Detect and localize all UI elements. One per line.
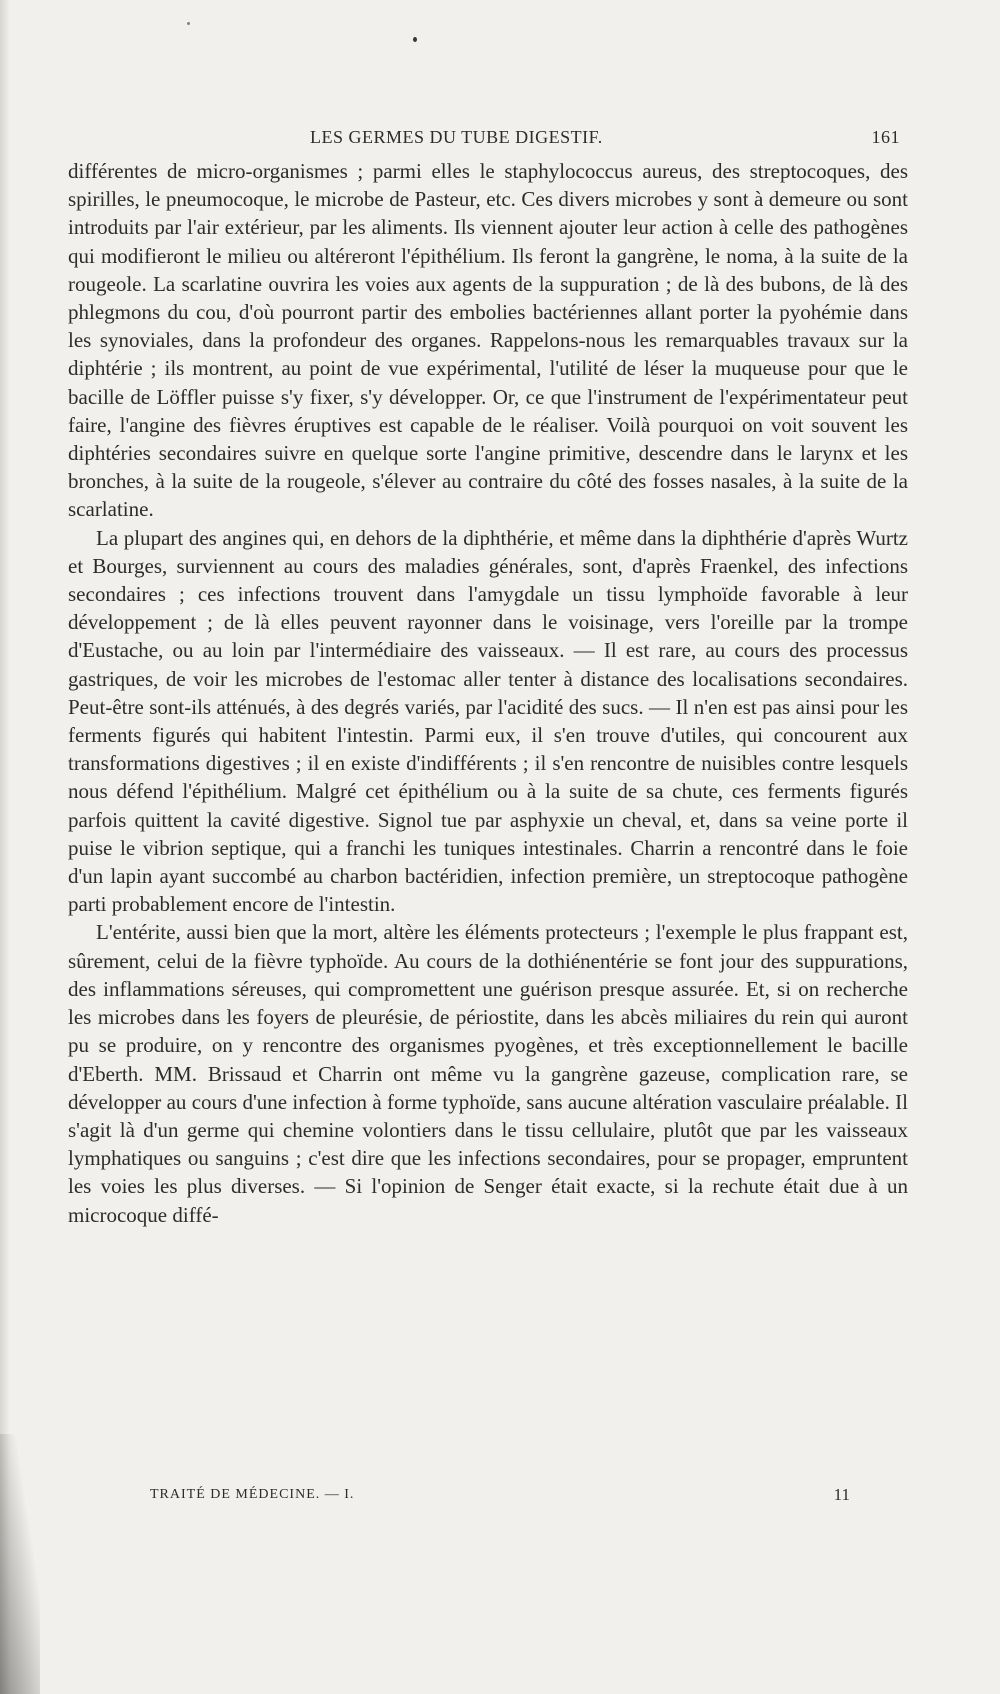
paragraph: L'entérite, aussi bien que la mort, altère les éléments protecteurs ; l'exemple le plus frappant est, sûrement, celui de la fièvre typhoïde. Au cours de la dothiénentérie se font jour des suppurations, des inflammations séreuses, qui compromettent une guérison presque assurée. Et, si on recherche les microbes dans les foyers de pleurésie, de périostite, dans les abcès miliaires du rein qui auront pu se produire, on y rencontre des organismes pyogènes, et très exceptionnellement le bacille d'Eberth. MM. Brissaud et Charrin ont même vu la gangrène gazeuse, complication rare, se développer au cours d'une infection à forme typhoïde, sans aucune altération vasculaire préalable. Il s'agit là d'un germe qui chemine volontiers dans le tissu cellulaire, plutôt que par les vaisseaux lymphatiques ou sanguins ; c'est dire que les infections secondaires, pour se propager, empruntent les voies les plus diverses. — Si l'opinion de Senger était exacte, si la rechute était due à un microcoque diffé- bbox=[68, 920, 908, 1227]
paragraph: La plupart des angines qui, en dehors de la diphthérie, et même dans la diphthérie d'après Wurtz et Bourges, surviennent au cours des maladies générales, sont, d'après Fraenkel, des infections secondaires ; ces infections trouvent dans l'amygdale un tissu lymphoïde favorable à leur développement ; de là elles peuvent rayonner dans le voisinage, vers l'oreille par la trompe d'Eustache, ou au loin par l'intermédiaire des vaisseaux. — Il est rare, au cours des processus gastriques, de voir les microbes de l'estomac aller tenter à distance des localisations secondaires. Peut-être sont-ils atténués, à des degrés variés, par l'acidité des sucs. — Il n'en est pas ainsi pour les ferments figurés qui habitent l'intestin. Parmi eux, il s'en trouve d'utiles, qui concourent aux transformations digestives ; il en existe d'indifférents ; il s'en rencontre de nuisibles contre lesquels nous défend l'épithélium. Malgré cet épithélium ou à la suite de sa chute, ces ferments figurés parfois quittent la cavité digestive. Signol tue par asphyxie un cheval, et, dans sa veine porte il puise le vibrion septique, qui a franchi les tuniques intestinales. Charrin a rencontré dans le foie d'un lapin ayant succombé au charbon bactéridien, infection première, un streptocoque pathogène parti probablement encore de l'intestin. bbox=[68, 525, 908, 917]
body-text bbox=[68, 157, 908, 1229]
page-corner-shadow bbox=[0, 1434, 40, 1694]
ink-speck bbox=[187, 22, 190, 25]
running-title: LES GERMES DU TUBE DIGESTIF. bbox=[310, 127, 603, 147]
book-title: TRAITÉ DE MÉDECINE. — I. bbox=[150, 1487, 355, 1502]
signature-mark: 11 bbox=[833, 1485, 850, 1504]
paragraph: différentes de micro-organismes ; parmi elles le staphylococcus aureus, des streptocoques, des spirilles, le pneumocoque, le microbe de Pasteur, etc. Ces divers microbes y sont à demeure ou sont introduits par l'air extérieur, par les aliments. Ils viennent ajouter leur action à celle des pathogènes qui modifieront le milieu ou altéreront l'épithélium. Ils feront la gangrène, le noma, à la suite de la rougeole. La scarlatine ouvrira les voies aux agents de la suppuration ; de là des bubons, de là des phlegmons du cou, d'où pourront partir des embolies bactériennes allant porter la pyohémie dans les synoviales, dans la profondeur des organes. Rappelons-nous les remarquables travaux sur la diphtérie ; ils montrent, au point de vue expérimental, l'utilité de léser la muqueuse pour que le bacille de Löffler puisse s'y fixer, s'y développer. Or, ce que l'instrument de l'expérimentateur peut faire, l'angine des fièvres éruptives est capable de le réaliser. Voilà pourquoi on voit souvent les diphtéries secondaires suivre en quelque sorte l'angine primitive, descendre dans le larynx et les bronches, à la suite de la rougeole, s'élever au contraire du côté des fosses nasales, à la suite de la scarlatine. bbox=[68, 159, 908, 522]
page-footer bbox=[150, 1487, 850, 1509]
ink-speck bbox=[413, 37, 417, 42]
page-number: 161 bbox=[871, 127, 900, 147]
running-head bbox=[300, 127, 900, 151]
